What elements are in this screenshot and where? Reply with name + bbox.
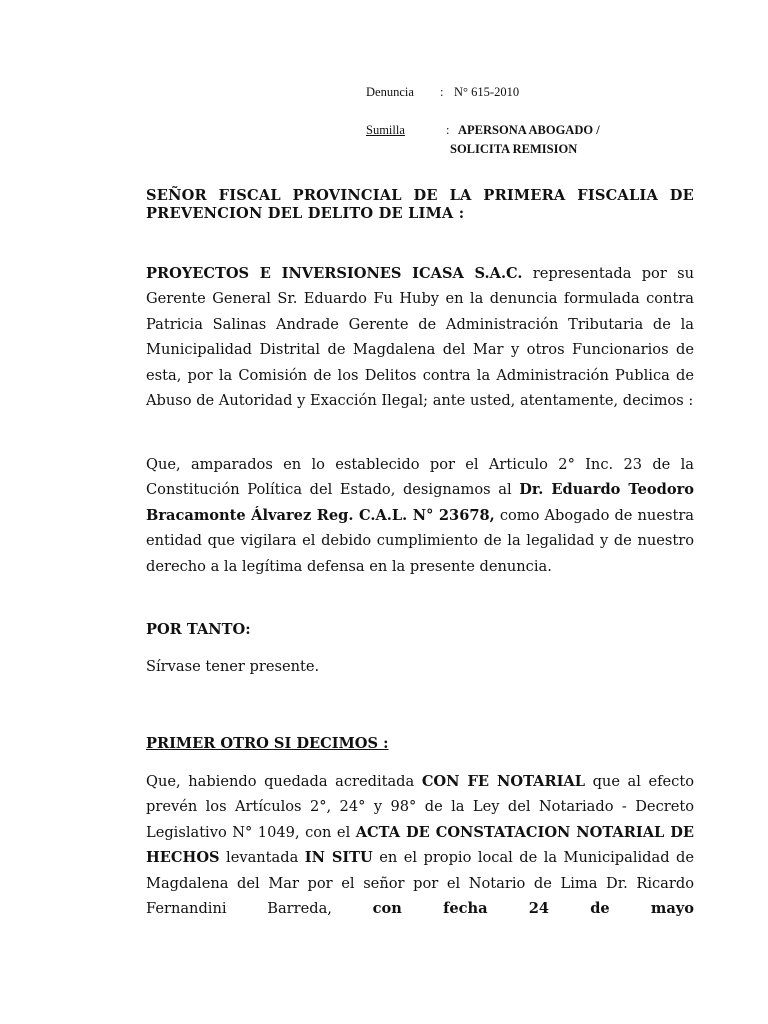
paragraph-3-text-1: Que, habiendo quedada acreditada (146, 773, 422, 790)
sumilla-label: Sumilla (366, 123, 405, 137)
sumilla-line-2: SOLICITA REMISION (450, 142, 578, 156)
paragraph-2-text-b: como Abogado de nuestra entidad que vigilara el debido cumplimiento de la legalidad y de nuestro derecho a la legítima defensa en la presente denuncia. (146, 506, 694, 575)
addressee-heading: SEÑOR FISCAL PROVINCIAL DE LA PRIMERA FISCALIA DE PREVENCION DEL DELITO DE LIMA : (146, 187, 694, 222)
lawyer-name: Dr. Eduardo Teodoro Bracamonte Álvarez Reg. C.A.L. N° 23678, (146, 481, 694, 524)
acta-constatacion: ACTA DE CONSTATACION NOTARIAL DE HECHOS (146, 823, 694, 867)
denuncia-label: Denuncia (366, 85, 414, 99)
sumilla-colon: : (446, 123, 450, 137)
paragraph-notarial (146, 769, 694, 921)
paragraph-apersonamiento (146, 261, 694, 413)
paragraph-1-text: representada por su Gerente General Sr. Eduardo Fu Huby en la denuncia formulada contra Patricia Salinas Andrade Gerente de Administración Tributaria de la Municipalidad Distrital de Magdalena del Mar y otros Funcionarios de esta, por la Comisión de los Delitos contra la Administración Publica de Abuso de Autoridad y Exacción Ilegal; ante usted, atentamente, decimos : (146, 265, 694, 410)
fecha-24-mayo: con fecha 24 de mayo (372, 900, 694, 918)
paragraph-designation (146, 452, 694, 579)
paragraph-2-text-a: Que, amparados en lo establecido por el Articulo 2° Inc. 23 de la Constitución Política del Estado, designamos al (146, 456, 694, 499)
fe-notarial: CON FE NOTARIAL (421, 773, 585, 790)
sirvase-text: Sírvase tener presente. (146, 658, 320, 675)
paragraph-3-text-2: que al efecto prevén los Artículos 2°, 24° y 98° de la Ley del Notariado - Decreto Legislativo N° 1049, con el (146, 773, 694, 841)
paragraph-3-text-4: en el propio local de la Municipalidad de Magdalena del Mar por el señor por el Notario de Lima Dr. Ricardo Fernandini Barreda, (146, 849, 694, 918)
denuncia-colon: : (440, 85, 444, 99)
primer-otrosi-heading: PRIMER OTRO SI DECIMOS : (146, 735, 389, 752)
sumilla-line-1: APERSONA ABOGADO / (458, 123, 600, 137)
paragraph-3-text-3: levantada (219, 849, 305, 867)
denuncia-number: N° 615-2010 (454, 85, 520, 99)
company-name: PROYECTOS E INVERSIONES ICASA S.A.C. (146, 265, 523, 282)
por-tanto-heading: POR TANTO: (146, 621, 251, 638)
in-situ: IN SITU (304, 849, 373, 867)
